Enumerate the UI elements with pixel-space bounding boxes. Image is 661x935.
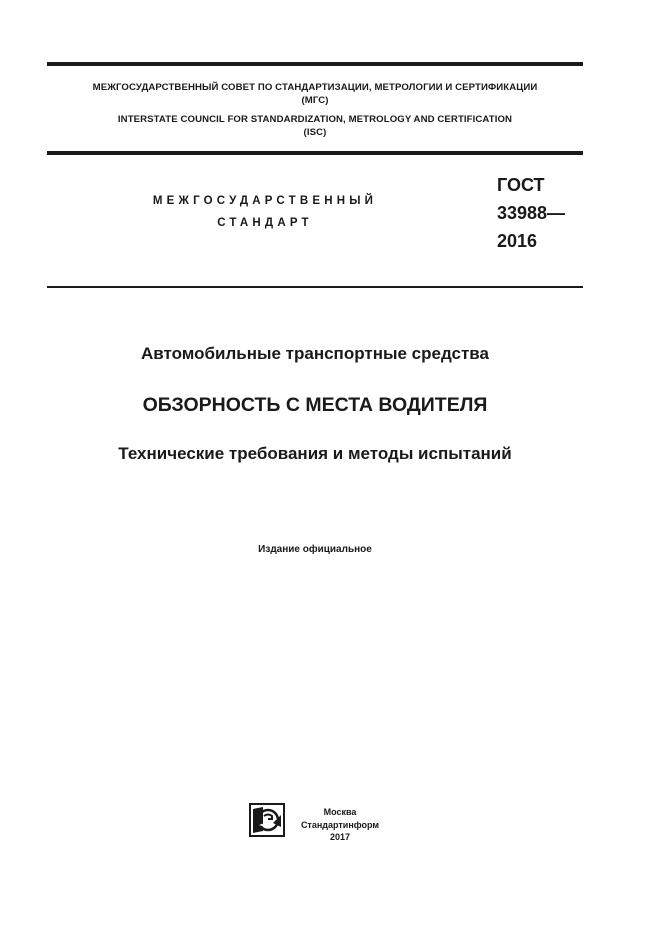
standard-kind — [120, 190, 410, 234]
title-main: ОБЗОРНОСТЬ С МЕСТА ВОДИТЕЛЯ — [142, 394, 488, 416]
designation-year: 2016 — [497, 231, 538, 251]
standard-kind-line1: МЕЖГОСУДАРСТВЕННЫЙ — [152, 195, 378, 207]
standard-designation — [497, 171, 565, 255]
council-name-en — [47, 113, 583, 139]
designation-prefix: ГОСТ — [497, 175, 545, 195]
lower-rule — [47, 286, 583, 288]
council-abbrev-en: (ISC) — [303, 127, 327, 138]
standartinform-logo-icon — [249, 803, 285, 837]
council-abbrev-ru: (МГС) — [301, 95, 329, 106]
top-rule — [47, 62, 583, 66]
title-subject: Автомобильные транспортные средства — [141, 344, 489, 363]
publisher-year: 2017 — [329, 832, 351, 842]
standard-kind-line2: СТАНДАРТ — [217, 217, 313, 229]
title-subtitle: Технические требования и методы испытаний — [118, 444, 512, 463]
middle-rule — [47, 151, 583, 155]
designation-number: 33988— — [497, 203, 566, 223]
publisher-info — [300, 806, 380, 844]
council-name-en-line1: INTERSTATE COUNCIL FOR STANDARDIZATION, METROLOGY AND CERTIFICATION — [117, 114, 513, 125]
publisher-city: Москва — [323, 807, 357, 817]
council-name-ru-line1: МЕЖГОСУДАРСТВЕННЫЙ СОВЕТ ПО СТАНДАРТИЗАЦИИ, МЕТРОЛОГИИ И СЕРТИФИКАЦИИ — [92, 82, 538, 93]
council-name-ru — [47, 81, 583, 107]
edition-note: Издание официальное — [258, 544, 372, 555]
publisher-name: Стандартинформ — [300, 819, 380, 830]
